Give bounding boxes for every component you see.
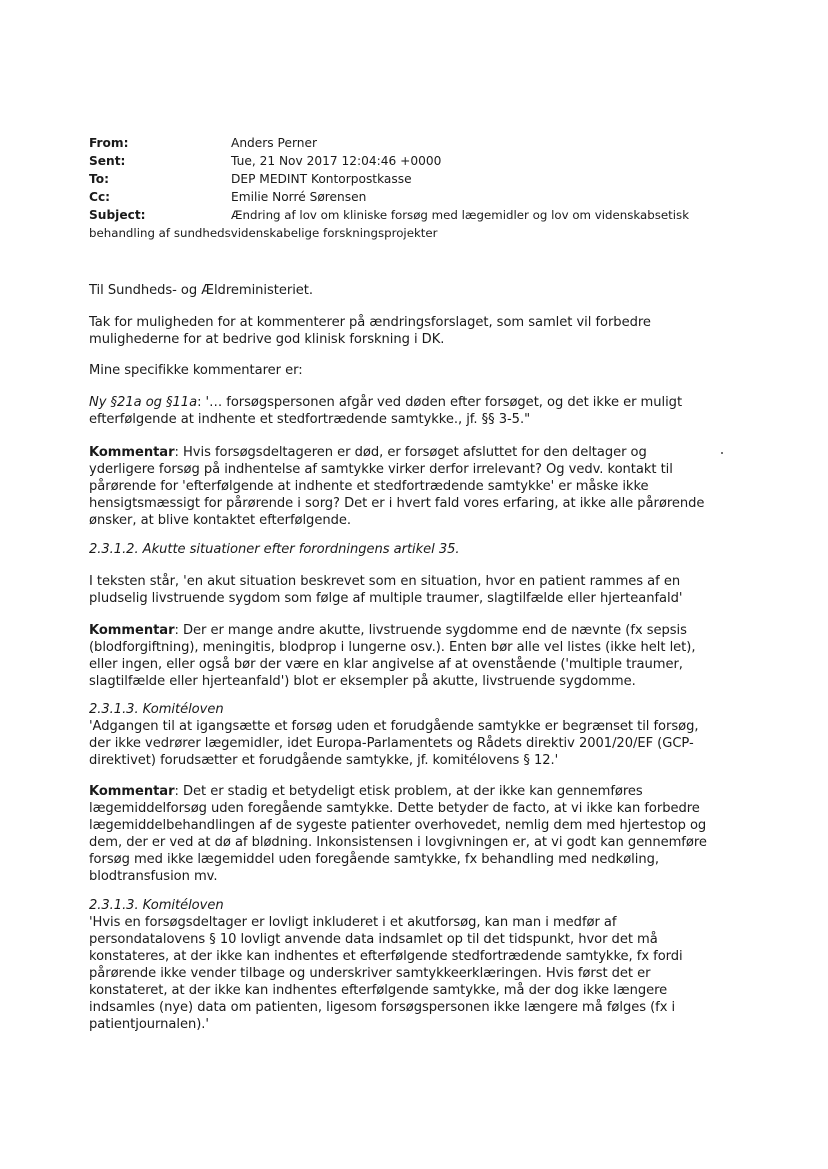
comment-2: Kommentar: Der er mange andre akutte, livstruende sygdomme end de nævnte (fx sepsis (blodforgiftning), meningitis, blodprop i lungerne osv.). Enten bør alle vel listes (ikke helt let), eller ingen, eller også bør der være en klar angivelse af at ovenstående ('multiple traumer, slagtilfælde eller hjerteanfald') blot er eksempler på akutte, livstruende sygdomme.: [89, 623, 696, 689]
cc-value: Emilie Norré Sørensen: [231, 190, 367, 204]
comment-3: Kommentar: Det er stadig et betydeligt etisk problem, at der ikke kan gennemføres lægemiddelforsøg uden foregående samtykke. Dette betyder de facto, at vi ikke kan forbedre lægemiddelbehandlingen af de sygeste patienter overhovedet, nemlig dem med hjertestop og dem, der er ved at dø af blødning. Inkonsistensen i lovgivningen er, at vi godt kan gennemføre forsøg med ikke lægemiddel uden foregående samtykke, fx behandling med nedkøling, blodtransfusion mv.: [89, 784, 707, 884]
to-label: To:: [89, 172, 109, 186]
comment-1: Kommentar: Hvis forsøgsdeltageren er død, er forsøget afsluttet for den deltager og yderligere forsøg på indhentelse af samtykke virker derfor irrelevant? Og vedv. kontakt til pårørende for 'efterfølgende at indhente et stedfortrædende samtykke' er måske ikke hensigtsmæssigt for pårørende i sorg? Det er i hvert fald vores erfaring, at ikke alle pårørende ønsker, at blive kontaktet efterfølgende.: [89, 445, 705, 528]
sent-label: Sent:: [89, 154, 126, 168]
section-2312-text: I teksten står, 'en akut situation beskrevet som en situation, hvor en patient rammes af en pludselig livstruende sygdom som følge af multiple traumer, slagtilfælde eller hjerteanfald': [89, 574, 683, 606]
subject-label: Subject:: [89, 208, 146, 222]
greeting: Til Sundheds- og Ældreministeriet.: [89, 283, 313, 298]
section-2313-b: 2.3.1.3. Komitéloven 'Hvis en forsøgsdeltager er lovligt inkluderet i et akutforsøg, kan man i medfør af persondatalovens § 10 lovligt anvende data indsamlet op til det tidspunkt, hvor det må konstateres, at der ikke kan indhentes et efterfølgende stedfortrædende samtykke, fx fordi pårørende ikke vender tilbage og underskriver samtykkeerklæringen. Hvis først det er konstateret, at der ikke kan indhentes efterfølgende samtykke, må der dog ikke længere indsamles (nye) data om patienten, ligesom forsøgspersonen ikke længere må følges (fx i patientjournalen).': [89, 897, 739, 1033]
section-heading: 2.3.1.3. Komitéloven: [89, 898, 224, 913]
section-ny-21a-quote: Ny §21a og §11a: '… forsøgspersonen afgår ved døden efter forsøget, og det ikke er muligt efterfølgende at indhente et stedfortrædende samtykke., jf. §§ 3-5.": [89, 395, 683, 427]
comment-label: Kommentar: [89, 445, 175, 460]
to-value: DEP MEDINT Kontorpostkasse: [231, 172, 412, 186]
comment-label: Kommentar: [89, 623, 175, 638]
intro-paragraph: Tak for muligheden for at kommenterer på ændringsforslaget, som samlet vil forbedre mulighederne for at bedrive god klinisk forskning i DK.: [89, 315, 651, 347]
specific-comments-intro: Mine specifikke kommentarer er:: [89, 363, 303, 378]
subject-value-continued: behandling af sundhedsvidenskabelige forskningsprojekter: [89, 226, 438, 240]
from-value: Anders Perner: [231, 136, 317, 150]
section-ref: Ny §21a og §11a: [89, 395, 198, 410]
section-heading: 2.3.1.3. Komitéloven: [89, 702, 224, 717]
comment-label: Kommentar: [89, 784, 175, 799]
section-2313-a: 2.3.1.3. Komitéloven 'Adgangen til at igangsætte et forsøg uden et forudgående samtykke er begrænset til forsøg, der ikke vedrører lægemidler, idet Europa-Parlamentets og Rådets direktiv 2001/20/EF (GCP- direktivet) forudsætter et forudgående samtykke, jf. komitélovens § 12.': [89, 701, 739, 769]
sent-value: Tue, 21 Nov 2017 12:04:46 +0000: [231, 154, 442, 168]
cc-label: Cc:: [89, 190, 111, 204]
from-label: From:: [89, 136, 129, 150]
section-2312-heading: 2.3.1.2. Akutte situationer efter forordningens artikel 35.: [89, 542, 460, 557]
subject-value: Ændring af lov om kliniske forsøg med lægemidler og lov om videnskabsetisk: [231, 208, 690, 222]
scan-speck: [721, 452, 723, 454]
